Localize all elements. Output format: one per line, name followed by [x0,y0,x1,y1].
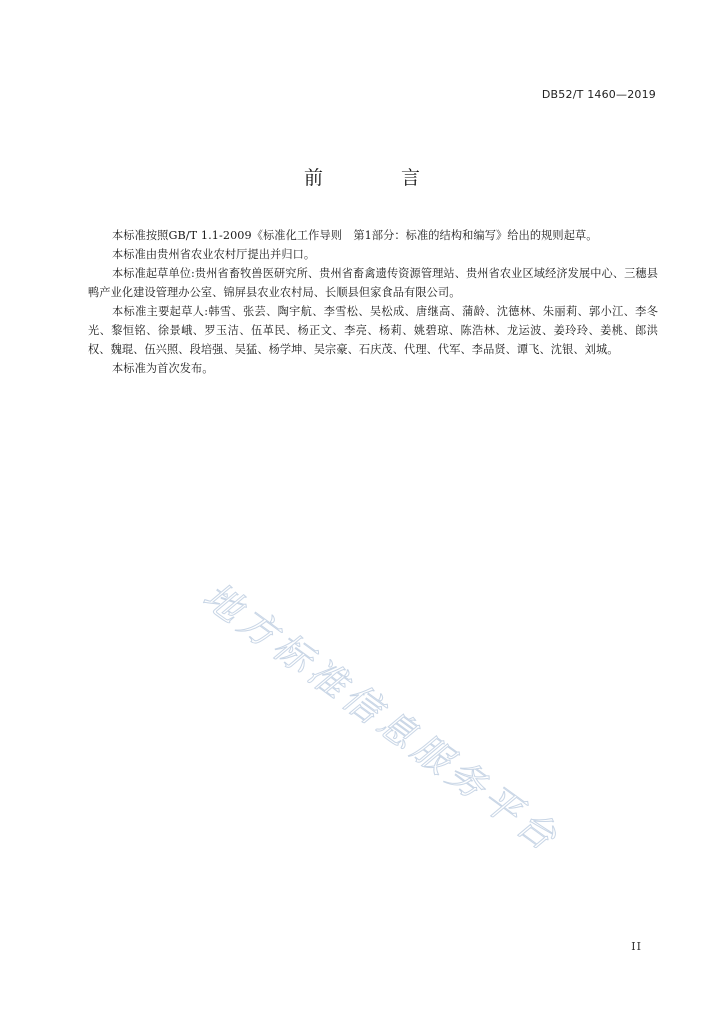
watermark: 地方标准信息服务平台 [195,574,569,862]
paragraph-main-drafters: 本标准主要起草人:韩雪、张芸、陶宇航、李雪松、吴松成、唐继高、蒲龄、沈德林、朱丽莉、郭小江、李冬光、黎恒铭、徐景峨、罗玉洁、伍革民、杨正文、李亮、杨莉、姚碧琼、陈浩林、龙运波、姜玲玲、姜桃、郎洪权、魏琨、伍兴照、段培强、吴猛、杨学坤、吴宗豪、石庆茂、代理、代军、李品贤、谭飞、沈银、刘城。 [88,305,658,356]
paragraph-drafting-rules: 本标准按照GB/T 1.1-2009《标准化工作导则 第1部分：标准的结构和编写》给出的规则起草。 [112,229,598,242]
paragraph-proposer: 本标准由贵州省农业农村厅提出并归口。 [112,248,316,261]
page-number: II [631,940,642,953]
page-title: 前 言 [303,167,457,189]
standard-id: DB52/T 1460—2019 [541,88,656,101]
foreword-body [88,226,658,378]
paragraph-first-release: 本标准为首次发布。 [112,362,214,375]
paragraph-drafting-units: 本标准起草单位:贵州省畜牧兽医研究所、贵州省畜禽遗传资源管理站、贵州省农业区域经济发展中心、三穗县鸭产业化建设管理办公室、锦屏县农业农村局、长顺县但家食品有限公司。 [88,267,658,299]
